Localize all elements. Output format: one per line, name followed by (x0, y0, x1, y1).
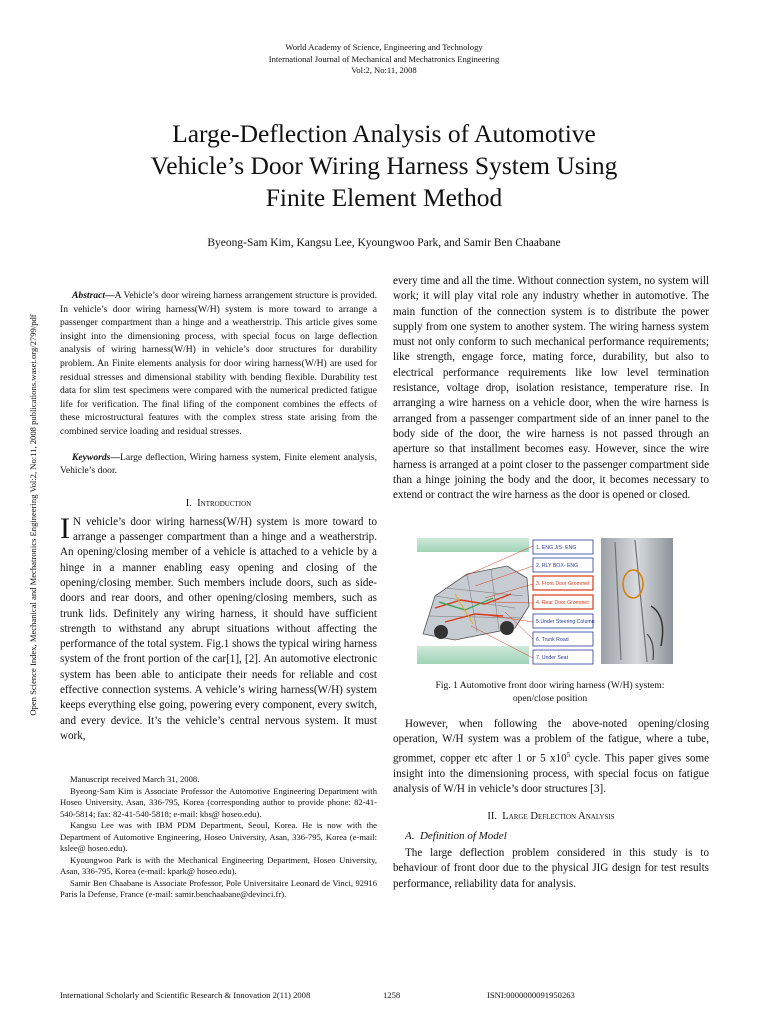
top-panel (417, 538, 529, 552)
footnote: Manuscript received March 31, 2008. (70, 774, 200, 784)
figure-caption (400, 679, 700, 705)
car-body-wireframe (423, 566, 529, 640)
journal-volume: Vol:2, No:11, 2008 (351, 65, 417, 75)
drop-cap: I (60, 511, 70, 545)
caption-line: open/close position (512, 693, 588, 704)
journal-header (0, 42, 768, 77)
footnote: Byeong-Sam Kim is Associate Professor the Automotive Engineering Department with Hoseo University, Asan, 336-795, Korea (corresponding author to provide phone: 82-41-540-5814; fax: 82-41-540-5818; e-mail: kbs@ hoseo.edu). (60, 785, 377, 819)
section-heading-large-deflection (393, 811, 709, 822)
sidebar-index-note (23, 314, 43, 716)
figure-label: 6. Trunk Road (536, 637, 569, 643)
footnote: Samir Ben Chaabane is Associate Professor, Pole Universitaire Leonard de Vinci, 92916 Paris la Defense, France (e-mail: samir.benchaabane@devinci.fr). (60, 877, 377, 899)
journal-subtitle: International Journal of Mechanical and Mechatronics Engineering (268, 53, 500, 64)
abstract-label: Abstract (72, 290, 106, 301)
title-line: Finite Element Method (265, 183, 503, 212)
keywords-dash: — (110, 451, 120, 463)
section-title: Introduction (197, 497, 252, 509)
body-paragraph: The large deflection problem considered in this study is to behaviour of front door due to the physical JIG design for test results performance, reliability data for analysis. (393, 847, 709, 890)
figure-1-image (415, 536, 675, 666)
bottom-panel (417, 646, 529, 664)
right-column-continued (393, 717, 709, 892)
introduction-paragraph (60, 511, 377, 744)
figure-label: 1. ENG J/S- ENG (536, 545, 577, 551)
paragraph-text: However, when following the above-noted opening/closing operation, W/H system was a problem of the fatigue, where a tube, grommet, copper etc after 1 or 5 x10 (393, 718, 709, 765)
section-title: Large Deflection Analysis (502, 811, 615, 823)
figure-label: 5.Under Steering Column (536, 619, 595, 625)
keywords-text: Large deflection, Wiring harness system, Finite element analysis, Vehicle’s door. (60, 451, 377, 477)
body-paragraph: every time and all the time. Without connection system, no system will work; it will play vital role any industry whether in automotive. The main function of the connection system is to distribute the power supply from one system to another system. The wiring harness system must not only conform to such mechanical performance requirements; like strength, engage force, mating force, durability, but also to electrical performance requirements like low level termination resistance, voltage drop, isolation resistance, temperature rise. In arranging a wire harness on a vehicle door, when the wire harness is arranged from a passenger compartment side of an inner panel to the body side of the door, the wire harness is not passed through an aperture so that installment becomes easy. However, since the wire harness is arranged at a point closer to the passenger compartment side than a hinge joining the body and the door, it becomes necessary to extend or contract the wire harness as the door is opened or closed. (393, 275, 709, 502)
footnote: Kangsu Lee was with IBM PDM Department, Seoul, Korea. He is now with the Department of Automotive Engineering, Hoseo University, Asan, 336-795, Korea (e-mail: kslee@ hoseo.edu). (60, 820, 377, 853)
figure-labels (533, 540, 595, 664)
caption-line: Fig. 1 Automotive front door wiring harness (W/H) system: (435, 680, 665, 691)
footnotes (60, 774, 377, 901)
paragraph-text: cycle. This paper gives some insight into the dimensioning process, with special focus on fatigue analysis of W/H in vehicle’s door structures [3]. (393, 752, 709, 795)
figure-label-highlight: 3. Front Door Grommet (536, 581, 590, 587)
title-line: Large-Deflection Analysis of Automotive (172, 119, 596, 148)
figure-label-highlight: 4. Rear Door Grommet (536, 600, 589, 606)
door-photo (601, 538, 673, 664)
abstract (60, 289, 377, 439)
abstract-dash: — (105, 290, 115, 301)
page-number: 1258 (383, 990, 401, 1000)
wiring-harness-illustration (415, 536, 675, 666)
introduction-text: N vehicle’s door wiring harness(W/H) system is more toward to arrange a passenger compartment than a hinge and a weatherstrip. An opening/closing member of a vehicle is attached to a vehicle by a hinge in a manner enabling easy opening and closing of the opening/closing member. Such members include doors, such as side-doors and rear doors, and other opening/closing members, such as trunk lids. Definitely any wiring harness, it should have sufficient strength to withstand any abrupt situations without affecting the performance of the total system. Fig.1 shows the typical wiring harness system of the front portion of the car[1], [2]. An automotive electronic system has been able to anticipate their needs for reliable and cost effective connection systems. A vehicle’s wiring harness(W/H) system keeps everything else going, powering every component, every switch, and every device. It’s the vehicle’s central nervous system. It must work, (60, 515, 377, 742)
subsection-title: Definition of Model (419, 830, 507, 843)
paper-title (60, 118, 708, 214)
superscript: 5 (566, 750, 571, 759)
section-heading-introduction (60, 498, 377, 509)
title-line: Vehicle’s Door Wiring Harness System Using (150, 151, 618, 180)
right-column (393, 274, 709, 503)
subsection-label: A. (405, 830, 415, 843)
footnote: Kyoungwoo Park is with the Mechanical Engineering Department, Hoseo University, Asan, 336-795, Korea (e-mail: kpark@ hoseo.edu). (60, 854, 377, 876)
author-list: Byeong-Sam Kim, Kangsu Lee, Kyoungwoo Park, and Samir Ben Chaabane (207, 237, 561, 249)
keywords-label: Keywords (72, 451, 111, 463)
footer-publisher: International Scholarly and Scientific Research & Innovation 2(11) 2008 (60, 990, 311, 1000)
footer-isni: ISNI:0000000091950263 (487, 990, 575, 1000)
journal-name: World Academy of Science, Engineering and Technology (285, 42, 483, 52)
sidebar-text: Open Science Index, Mechanical and Mechatronics Engineering Vol:2, No:11, 2008 publications.waset.org/2799/pdf (28, 314, 38, 716)
figure-label: 7. Under Seat (536, 655, 569, 661)
abstract-text: A Vehicle’s door wireing harness arrangement structure is provided. In vehicle’s door wiring harness(W/H) system is more toward to arrange a passenger compartment than a hinge and a weatherstrip. This article gives some insight into the dimensioning process, with special focus on large deflection analysis of wiring harness(W/H) in vehicle’s door structures for durability problem. An Finite elements analysis for door wiring harness(W/H) are used for residual stresses and dimensional stability with bending flexible. Durability test data for slim test specimens were compared with the numerical predicted fatigue life for verification. The final lifing of the component combines the effects of these microstructural features with the complex stress state arising from the combined service loading and residual stresses. (60, 290, 377, 437)
figure-label: 2. RLY BOX- ENG (536, 563, 579, 569)
keywords (60, 451, 377, 478)
body-paragraph (393, 717, 709, 797)
left-column (60, 289, 377, 744)
section-number: I. (185, 497, 192, 509)
section-number: II. (487, 811, 498, 823)
subsection-heading (405, 830, 709, 842)
